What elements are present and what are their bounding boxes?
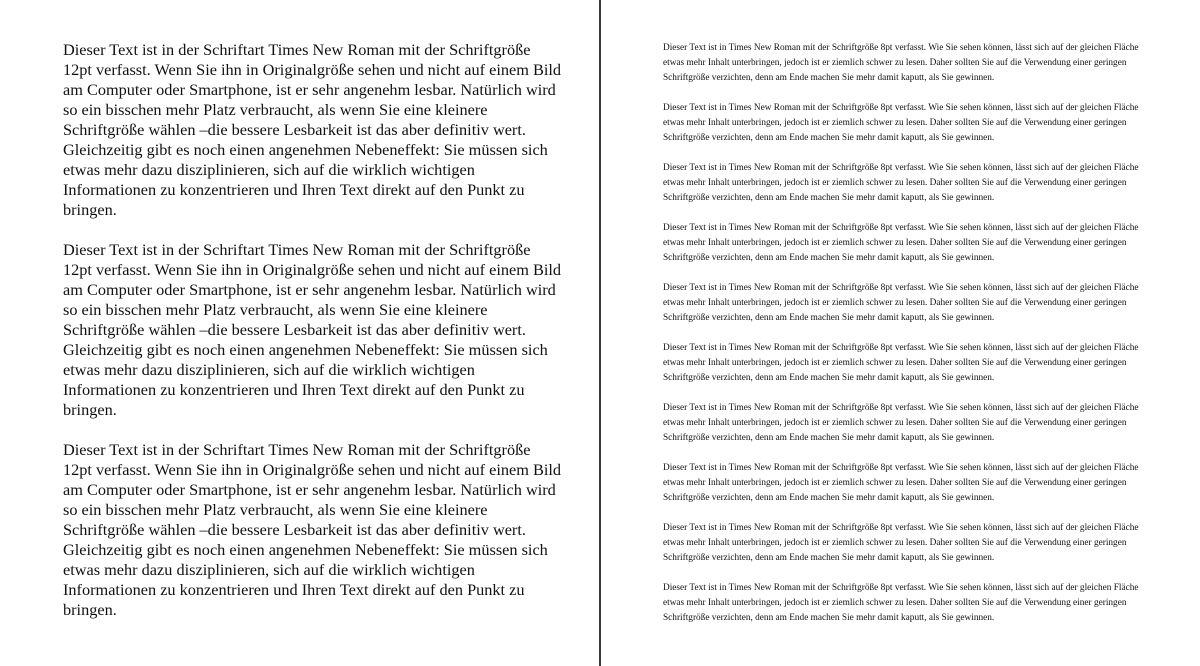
paragraph-8pt: Dieser Text ist in Times New Roman mit der Schriftgröße 8pt verfasst. Wie Sie sehen können, lässt sich auf der gleichen Fläche etwas mehr Inhalt unterbringen, jedoch ist er ziemlich schwer zu lesen. Daher sollten Sie auf die Verwendung einer geringen Schriftgröße verzichten, denn am Ende machen Sie mehr damit kaputt, als Sie gewinnen.	[663, 103, 1139, 143]
paragraph-12pt: Dieser Text ist in der Schriftart Times New Roman mit der Schriftgröße 12pt verfasst. Wenn Sie ihn in Originalgröße sehen und nicht auf einem Bild am Computer oder Smartphone, ist er sehr angenehm lesbar. Natürlich wird so ein bisschen mehr Platz verbraucht, als wenn Sie eine kleinere Schriftgröße wählen –die bessere Lesbarkeit ist das aber definitiv wert. Gleichzeitig gibt es noch einen angenehmen Nebeneffekt: Sie müssen sich etwas mehr dazu disziplinieren, sich auf die wirklich wichtigen Informationen zu konzentrieren und Ihren Text direkt auf den Punkt zu bringen.	[63, 240, 562, 419]
paragraph-12pt: Dieser Text ist in der Schriftart Times New Roman mit der Schriftgröße 12pt verfasst. Wenn Sie ihn in Originalgröße sehen und nicht auf einem Bild am Computer oder Smartphone, ist er sehr angenehm lesbar. Natürlich wird so ein bisschen mehr Platz verbraucht, als wenn Sie eine kleinere Schriftgröße wählen –die bessere Lesbarkeit ist das aber definitiv wert. Gleichzeitig gibt es noch einen angenehmen Nebeneffekt: Sie müssen sich etwas mehr dazu disziplinieren, sich auf die wirklich wichtigen Informationen zu konzentrieren und Ihren Text direkt auf den Punkt zu bringen.	[63, 440, 562, 619]
left-page-12pt	[63, 40, 583, 640]
paragraph-8pt: Dieser Text ist in Times New Roman mit der Schriftgröße 8pt verfasst. Wie Sie sehen können, lässt sich auf der gleichen Fläche etwas mehr Inhalt unterbringen, jedoch ist er ziemlich schwer zu lesen. Daher sollten Sie auf die Verwendung einer geringen Schriftgröße verzichten, denn am Ende machen Sie mehr damit kaputt, als Sie gewinnen.	[663, 463, 1139, 503]
paragraph-8pt: Dieser Text ist in Times New Roman mit der Schriftgröße 8pt verfasst. Wie Sie sehen können, lässt sich auf der gleichen Fläche etwas mehr Inhalt unterbringen, jedoch ist er ziemlich schwer zu lesen. Daher sollten Sie auf die Verwendung einer geringen Schriftgröße verzichten, denn am Ende machen Sie mehr damit kaputt, als Sie gewinnen.	[663, 283, 1139, 323]
paragraph-8pt: Dieser Text ist in Times New Roman mit der Schriftgröße 8pt verfasst. Wie Sie sehen können, lässt sich auf der gleichen Fläche etwas mehr Inhalt unterbringen, jedoch ist er ziemlich schwer zu lesen. Daher sollten Sie auf die Verwendung einer geringen Schriftgröße verzichten, denn am Ende machen Sie mehr damit kaputt, als Sie gewinnen.	[663, 523, 1139, 563]
paragraph-8pt: Dieser Text ist in Times New Roman mit der Schriftgröße 8pt verfasst. Wie Sie sehen können, lässt sich auf der gleichen Fläche etwas mehr Inhalt unterbringen, jedoch ist er ziemlich schwer zu lesen. Daher sollten Sie auf die Verwendung einer geringen Schriftgröße verzichten, denn am Ende machen Sie mehr damit kaputt, als Sie gewinnen.	[663, 583, 1139, 623]
paragraph-12pt: Dieser Text ist in der Schriftart Times New Roman mit der Schriftgröße 12pt verfasst. Wenn Sie ihn in Originalgröße sehen und nicht auf einem Bild am Computer oder Smartphone, ist er sehr angenehm lesbar. Natürlich wird so ein bisschen mehr Platz verbraucht, als wenn Sie eine kleinere Schriftgröße wählen –die bessere Lesbarkeit ist das aber definitiv wert. Gleichzeitig gibt es noch einen angenehmen Nebeneffekt: Sie müssen sich etwas mehr dazu disziplinieren, sich auf die wirklich wichtigen Informationen zu konzentrieren und Ihren Text direkt auf den Punkt zu bringen.	[63, 40, 562, 219]
paragraph-8pt: Dieser Text ist in Times New Roman mit der Schriftgröße 8pt verfasst. Wie Sie sehen können, lässt sich auf der gleichen Fläche etwas mehr Inhalt unterbringen, jedoch ist er ziemlich schwer zu lesen. Daher sollten Sie auf die Verwendung einer geringen Schriftgröße verzichten, denn am Ende machen Sie mehr damit kaputt, als Sie gewinnen.	[663, 343, 1139, 383]
paragraph-8pt: Dieser Text ist in Times New Roman mit der Schriftgröße 8pt verfasst. Wie Sie sehen können, lässt sich auf der gleichen Fläche etwas mehr Inhalt unterbringen, jedoch ist er ziemlich schwer zu lesen. Daher sollten Sie auf die Verwendung einer geringen Schriftgröße verzichten, denn am Ende machen Sie mehr damit kaputt, als Sie gewinnen.	[663, 223, 1139, 263]
right-page-8pt	[663, 41, 1163, 641]
paragraph-8pt: Dieser Text ist in Times New Roman mit der Schriftgröße 8pt verfasst. Wie Sie sehen können, lässt sich auf der gleichen Fläche etwas mehr Inhalt unterbringen, jedoch ist er ziemlich schwer zu lesen. Daher sollten Sie auf die Verwendung einer geringen Schriftgröße verzichten, denn am Ende machen Sie mehr damit kaputt, als Sie gewinnen.	[663, 163, 1139, 203]
paragraph-8pt: Dieser Text ist in Times New Roman mit der Schriftgröße 8pt verfasst. Wie Sie sehen können, lässt sich auf der gleichen Fläche etwas mehr Inhalt unterbringen, jedoch ist er ziemlich schwer zu lesen. Daher sollten Sie auf die Verwendung einer geringen Schriftgröße verzichten, denn am Ende machen Sie mehr damit kaputt, als Sie gewinnen.	[663, 43, 1139, 83]
paragraph-8pt: Dieser Text ist in Times New Roman mit der Schriftgröße 8pt verfasst. Wie Sie sehen können, lässt sich auf der gleichen Fläche etwas mehr Inhalt unterbringen, jedoch ist er ziemlich schwer zu lesen. Daher sollten Sie auf die Verwendung einer geringen Schriftgröße verzichten, denn am Ende machen Sie mehr damit kaputt, als Sie gewinnen.	[663, 403, 1139, 443]
page-divider	[599, 0, 601, 666]
